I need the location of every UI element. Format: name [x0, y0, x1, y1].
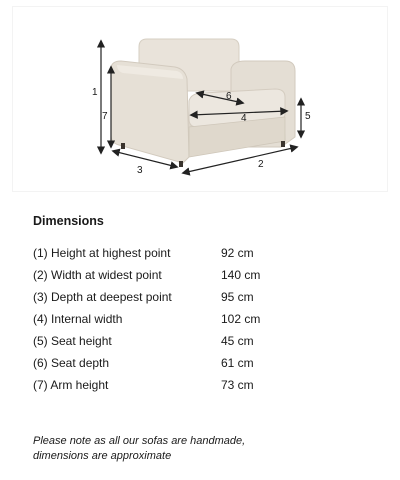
dimensions-heading: Dimensions	[33, 214, 104, 228]
dimension-label: (5) Seat height	[33, 334, 112, 348]
dimension-value: 92 cm	[221, 246, 254, 260]
dimension-label: (7) Arm height	[33, 378, 109, 392]
label-height: 1	[92, 87, 98, 98]
dimension-row	[33, 352, 260, 374]
dimension-label: (2) Width at widest point	[33, 268, 162, 282]
note-line: dimensions are approximate	[33, 450, 172, 462]
label-internal-width: 4	[241, 113, 247, 124]
dimension-value: 102 cm	[221, 312, 261, 326]
sofa-illustration	[111, 39, 295, 167]
dimension-label: (6) Seat depth	[33, 356, 110, 370]
dimension-value: 45 cm	[221, 334, 254, 348]
label-depth: 3	[137, 165, 143, 176]
dimension-row	[33, 374, 260, 396]
dimension-label: (3) Depth at deepest point	[33, 290, 172, 304]
sofa-foot	[281, 141, 285, 147]
dimension-row	[33, 330, 260, 352]
dimension-row	[33, 242, 260, 264]
dimension-value: 61 cm	[221, 356, 254, 370]
dimension-value: 140 cm	[221, 268, 261, 282]
sofa-foot	[121, 143, 125, 149]
dimension-value: 95 cm	[221, 290, 254, 304]
dimension-row	[33, 264, 260, 286]
label-seat-depth: 6	[226, 91, 232, 102]
label-seat-height: 5	[305, 111, 311, 122]
dimension-label: (4) Internal width	[33, 312, 123, 326]
product-image-panel	[12, 6, 388, 192]
dimension-value: 73 cm	[221, 378, 254, 392]
dimension-row	[33, 286, 260, 308]
sofa-diagram	[13, 7, 389, 193]
dimension-row	[33, 308, 260, 330]
dimension-label: (1) Height at highest point	[33, 246, 171, 260]
dimensions-table	[33, 242, 260, 396]
sofa-foot	[179, 161, 183, 167]
label-width: 2	[258, 159, 264, 170]
handmade-note	[33, 434, 333, 464]
label-arm-height: 7	[102, 111, 108, 122]
note-line: Please note as all our sofas are handmade,	[33, 435, 246, 447]
